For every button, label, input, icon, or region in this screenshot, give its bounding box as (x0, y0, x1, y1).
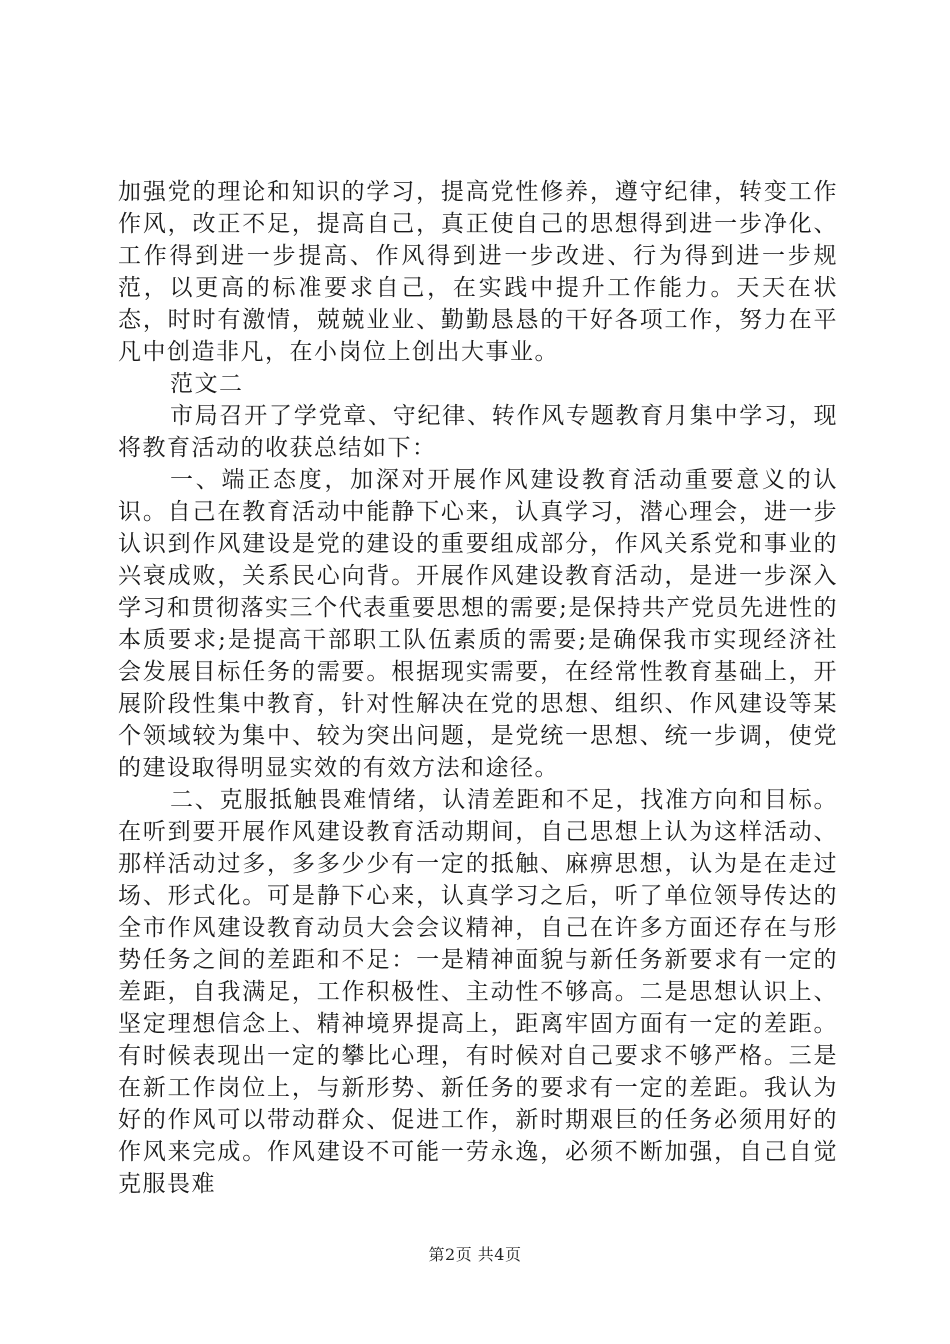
paragraph-intro: 市局召开了学党章、守纪律、转作风专题教育月集中学习，现将教育活动的收获总结如下： (118, 403, 838, 461)
section-heading-sample-two: 范文二 (170, 371, 244, 397)
paragraph-point-one: 一、端正态度，加深对开展作风建设教育活动重要意义的认识。自己在教育活动中能静下心来，认真学习，潜心理会，进一步认识到作风建设是党的建设的重要组成部分，作风关系党和事业的兴衰成败，关系民心向背。开展作风建设教育活动，是进一步深入学习和贯彻落实三个代表重要思想的需要;是保持共产党员先进性的本质要求;是提高干部职工队伍素质的需要;是确保我市实现经济社会发展目标任务的需要。根据现实需要，在经常性教育基础上，开展阶段性集中教育，针对性解决在党的思想、组织、作风建设等某个领域较为集中、较为突出问题，是党统一思想、统一步调，使党的建设取得明显实效的有效方法和途径。 (118, 467, 838, 781)
document-body (118, 176, 838, 1200)
paragraph-point-two: 二、克服抵触畏难情绪，认清差距和不足，找准方向和目标。在听到要开展作风建设教育活动期间，自己思想上认为这样活动、那样活动过多，多多少少有一定的抵触、麻痹思想，认为是在走过场、形式化。可是静下心来，认真学习之后，听了单位领导传达的全市作风建设教育动员大会会议精神，自己在许多方面还存在与形势任务之间的差距和不足：一是精神面貌与新任务新要求有一定的差距，自我满足，工作积极性、主动性不够高。二是思想认识上、坚定理想信念上、精神境界提高上，距离牢固方面有一定的差距。有时候表现出一定的攀比心理，有时候对自己要求不够严格。三是在新工作岗位上，与新形势、新任务的要求有一定的差距。我认为好的作风可以带动群众、促进工作，新时期艰巨的任务必须用好的作风来完成。作风建设不可能一劳永逸，必须不断加强，自己自觉克服畏难 (118, 787, 838, 1197)
paragraph-continuation: 加强党的理论和知识的学习，提高党性修养，遵守纪律，转变工作作风，改正不足，提高自己，真正使自己的思想得到进一步净化、工作得到进一步提高、作风得到进一步改进、行为得到进一步规范，以更高的标准要求自己，在实践中提升工作能力。天天在状态，时时有激情，兢兢业业、勤勤恳恳的干好各项工作，努力在平凡中创造非凡，在小岗位上创出大事业。 (118, 179, 838, 365)
page-number-footer: 第2页 共4页 (428, 1245, 522, 1264)
